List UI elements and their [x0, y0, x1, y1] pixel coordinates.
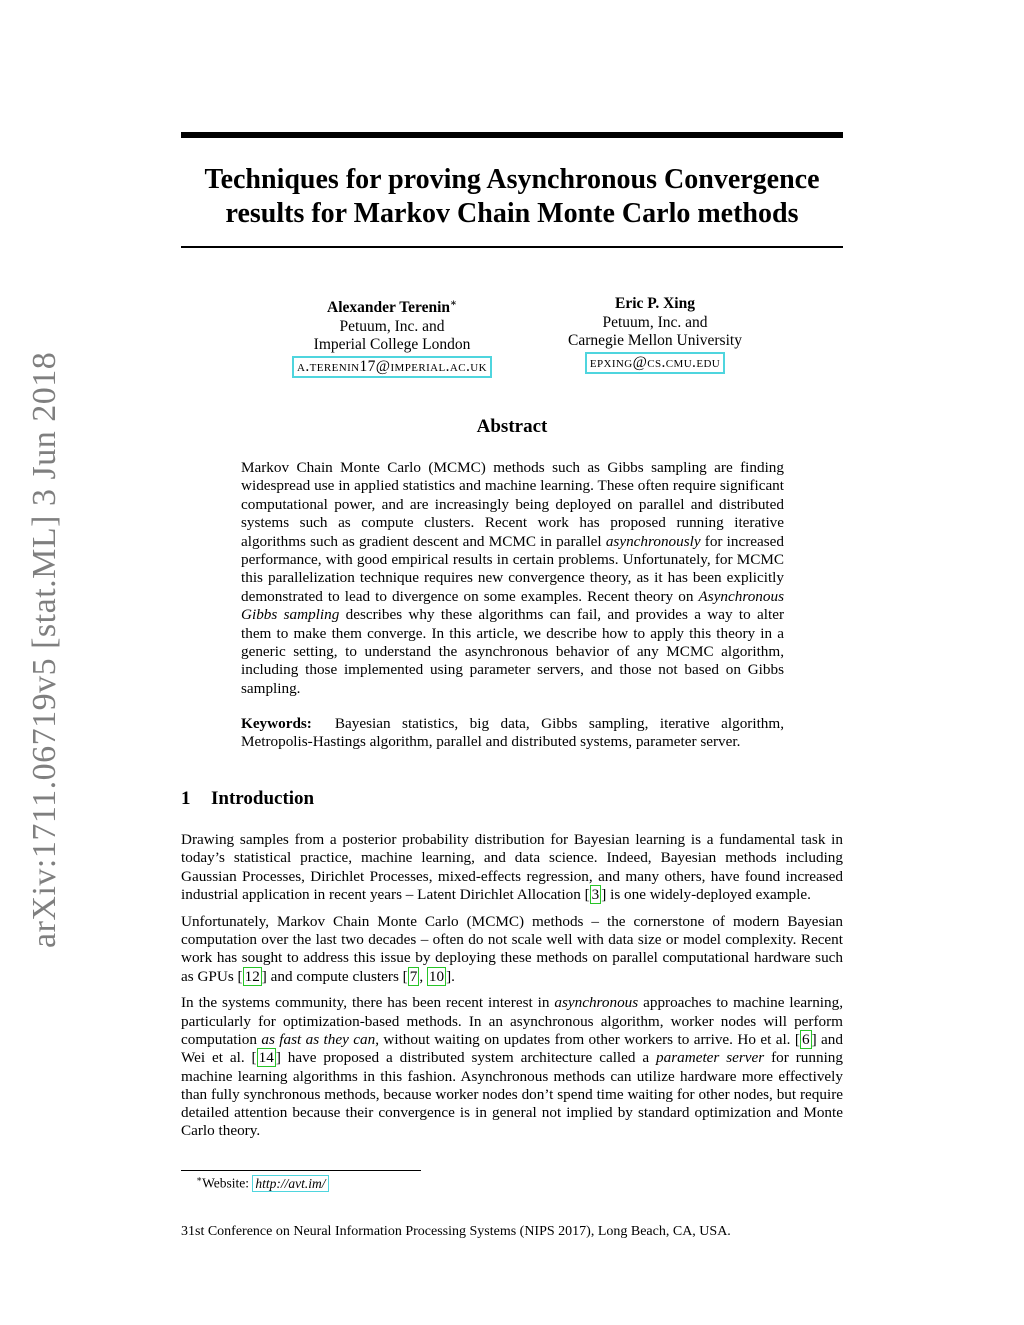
author-name: Alexander Terenin∗ — [327, 298, 457, 317]
introduction-body — [181, 831, 843, 1149]
keywords-label: Keywords: — [241, 715, 312, 732]
author-affiliation: Petuum, Inc. and — [602, 313, 708, 331]
venue-footer: 31st Conference on Neural Information Processing Systems (NIPS 2017), Long Beach, CA, USA. — [181, 1224, 731, 1239]
title-rule-top — [181, 132, 843, 138]
footnote-rule — [181, 1170, 421, 1171]
citation-link[interactable]: 7 — [409, 967, 418, 985]
footnote-mark: ∗ — [196, 1174, 203, 1184]
keywords-text: Bayesian statistics, big data, Gibbs sampling, iterative algorithm, Metropolis-Hastings algorithm, parallel and distributed systems, parameter server. — [241, 715, 784, 751]
citation-link[interactable]: 10 — [428, 967, 445, 985]
author-name: Eric P. Xing — [615, 295, 695, 312]
author-affiliation: Petuum, Inc. and — [339, 317, 445, 335]
footnote — [196, 1174, 329, 1192]
paragraph: Drawing samples from a posterior probability distribution for Bayesian learning is a fundamental task in today’s statistical practice, machine learning, and data science. Indeed, Bayesian methods including Gaussian Processes, Dirichlet Processes, mixed-effects regression, and many others, have found increased industrial application in recent years – Latent Dirichlet Allocation [ 3 ] is one widely-deployed example. — [181, 831, 843, 903]
author-affiliation: Imperial College London — [313, 336, 471, 354]
author-footnote-mark: ∗ — [450, 298, 457, 309]
footnote-label: Website: — [202, 1175, 253, 1191]
paper-title — [181, 163, 843, 231]
author-email-link[interactable]: a.terenin17@imperial.ac.uk — [292, 356, 492, 379]
keywords — [241, 715, 784, 752]
paragraph: Unfortunately, Markov Chain Monte Carlo (MCMC) methods – the cornerstone of modern Bayesian computation over the last two decades – often do not scale well with data size or model complexity. Recent work has sought to address this issue by deploying these methods on parallel computational hardware such as GPUs [ 12 ] and compute clusters [ 7 , 10 ]. — [181, 912, 843, 985]
section-heading-introduction: 1 Introduction — [181, 788, 315, 809]
citation-link[interactable]: 6 — [801, 1030, 810, 1048]
abstract-body: Markov Chain Monte Carlo (MCMC) methods such as Gibbs sampling are finding widespread use in applied statistics and machine learning. These often require significant computational power, and are increasingly being deployed on parallel and distributed systems such as compute clusters. Recent work has proposed running iterative algorithms such as gradient descent and MCMC in parallel asynchronously for increased performance, with good empirical results in certain problems. Unfortunately, for MCMC this parallelization technique requires new convergence theory, as it has been explicitly demonstrated to lead to divergence on some examples. Recent theory on Asynchronous Gibbs sampling describes why these algorithms can fail, and provides a way to alter them to make them converge. In this article, we describe how to apply this theory in a generic setting, to understand the asynchronous behavior of any MCMC algorithm, including those implemented using parameter servers, and those not based on Gibbs sampling. — [241, 459, 784, 697]
abstract-heading: Abstract — [476, 416, 548, 437]
citation-link[interactable]: 12 — [244, 967, 260, 985]
website-link[interactable]: http://avt.im/ — [252, 1175, 328, 1192]
author-affiliation: Carnegie Mellon University — [568, 332, 742, 349]
author-block-terenin — [262, 295, 522, 378]
paragraph: In the systems community, there has been recent interest in asynchronous approaches to machine learning, particularly for optimization-based methods. In an asynchronous algorithm, worker nodes will perform computation as fast as they can, without waiting on updates from other workers to arrive. Ho et al. [ 6 ] and Wei et al. [ 14 ] have proposed a distributed system architecture called a parameter server for running machine learning algorithms in this fashion. Asynchronous methods can utilize hardware more effectively than fully synchronous methods, because worker nodes don’t spend time waiting for other nodes, but require detailed attention because their convergence is in general not implied by standard optimization and Monte Carlo theory. — [181, 994, 843, 1140]
author-block-xing — [530, 295, 780, 374]
arxiv-identifier: arXiv:1711.06719v5 [stat.ML] 3 Jun 2018 — [26, 351, 63, 949]
citation-link[interactable]: 3 — [591, 885, 600, 903]
title-line-2: results for Markov Chain Monte Carlo methods — [225, 198, 799, 229]
title-line-1: Techniques for proving Asynchronous Convergence — [204, 164, 820, 195]
author-email-link[interactable]: epxing@cs.cmu.edu — [585, 352, 725, 375]
title-rule-bottom — [181, 246, 843, 248]
citation-link[interactable]: 14 — [258, 1049, 274, 1067]
